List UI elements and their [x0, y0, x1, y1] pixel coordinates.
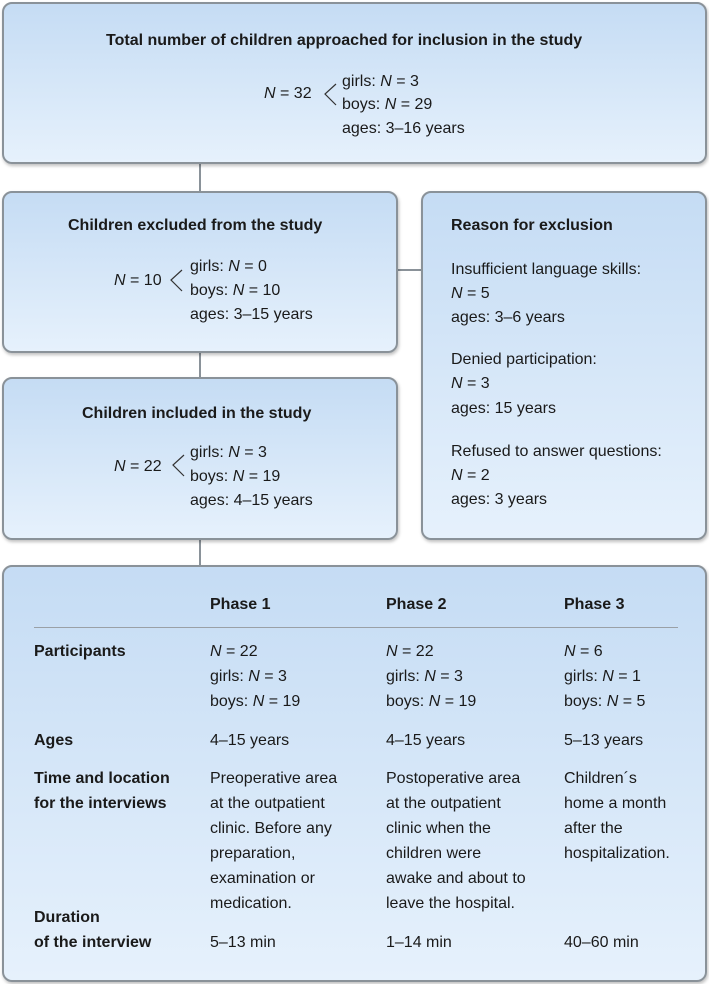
approached-title: Total number of children approached for inclusion in the study [106, 32, 583, 49]
participants-label: Participants [34, 643, 126, 660]
phase-1-header: Phase 1 [210, 596, 271, 613]
approached-box [2, 2, 707, 164]
phase-2-header: Phase 2 [386, 596, 447, 613]
duration-phase-3: 40–60 min [564, 934, 639, 951]
duration-phase-1: 5–13 min [210, 934, 276, 951]
approached-boys: boys: N = 29 [342, 96, 433, 113]
phases-table-box [2, 565, 707, 982]
included-bracket [170, 453, 186, 479]
participants-phase-3: N = 6 girls: N = 1 boys: N = 5 [564, 643, 646, 710]
connector-excluded-to-included [199, 352, 201, 378]
included-box [2, 377, 398, 540]
included-boys: boys: N = 19 [190, 468, 281, 485]
reason-1-n: N = 5 [451, 285, 490, 302]
reason-3-label: Refused to answer questions: [451, 443, 662, 460]
phase-3-header: Phase 3 [564, 596, 625, 613]
included-girls: girls: N = 3 [190, 444, 267, 461]
reason-2-n: N = 3 [451, 375, 490, 392]
ages-phase-1: 4–15 years [210, 732, 290, 749]
duration-label: Duration of the interview [34, 909, 152, 951]
connector-top-to-excluded [199, 163, 201, 192]
ages-phase-3: 5–13 years [564, 732, 644, 749]
duration-phase-2: 1–14 min [386, 934, 452, 951]
excluded-box [2, 191, 398, 353]
excluded-girls: girls: N = 0 [190, 258, 267, 275]
approached-n: N = 32 [264, 85, 312, 102]
included-title: Children included in the study [82, 405, 312, 422]
connector-excluded-to-reasons [397, 269, 422, 271]
included-n: N = 22 [114, 458, 162, 475]
approached-ages: ages: 3–16 years [342, 120, 465, 137]
reason-2-ages: ages: 15 years [451, 400, 556, 417]
connector-included-to-phases [199, 539, 201, 566]
reason-1-ages: ages: 3–6 years [451, 309, 565, 326]
approached-bracket [322, 82, 338, 108]
ages-phase-2: 4–15 years [386, 732, 466, 749]
reason-3-ages: ages: 3 years [451, 491, 548, 508]
excluded-ages: ages: 3–15 years [190, 306, 313, 323]
excluded-n: N = 10 [114, 272, 162, 289]
reason-2-label: Denied participation: [451, 351, 597, 368]
reason-1-label: Insufficient language skills: [451, 261, 642, 278]
excluded-boys: boys: N = 10 [190, 282, 281, 299]
approached-girls: girls: N = 3 [342, 73, 419, 90]
participants-phase-2: N = 22 girls: N = 3 boys: N = 19 [386, 643, 477, 710]
participants-phase-1: N = 22 girls: N = 3 boys: N = 19 [210, 643, 301, 710]
time-location-label: Time and location for the interviews [34, 770, 170, 812]
reasons-title: Reason for exclusion [451, 217, 613, 234]
excluded-bracket [168, 268, 184, 294]
time-location-phase-3: Children´s home a month after the hospitalization. [564, 770, 670, 862]
time-location-phase-2: Postoperative area at the outpatient clinic when the children were awake and about to leave the hospital. [386, 770, 526, 912]
excluded-title: Children excluded from the study [68, 217, 323, 234]
included-ages: ages: 4–15 years [190, 492, 313, 509]
reason-3-n: N = 2 [451, 467, 490, 484]
reasons-box [421, 191, 707, 540]
table-header-divider [34, 627, 678, 628]
time-location-phase-1: Preoperative area at the outpatient clinic. Before any preparation, examination or medication. [210, 770, 338, 912]
ages-label: Ages [34, 732, 74, 749]
